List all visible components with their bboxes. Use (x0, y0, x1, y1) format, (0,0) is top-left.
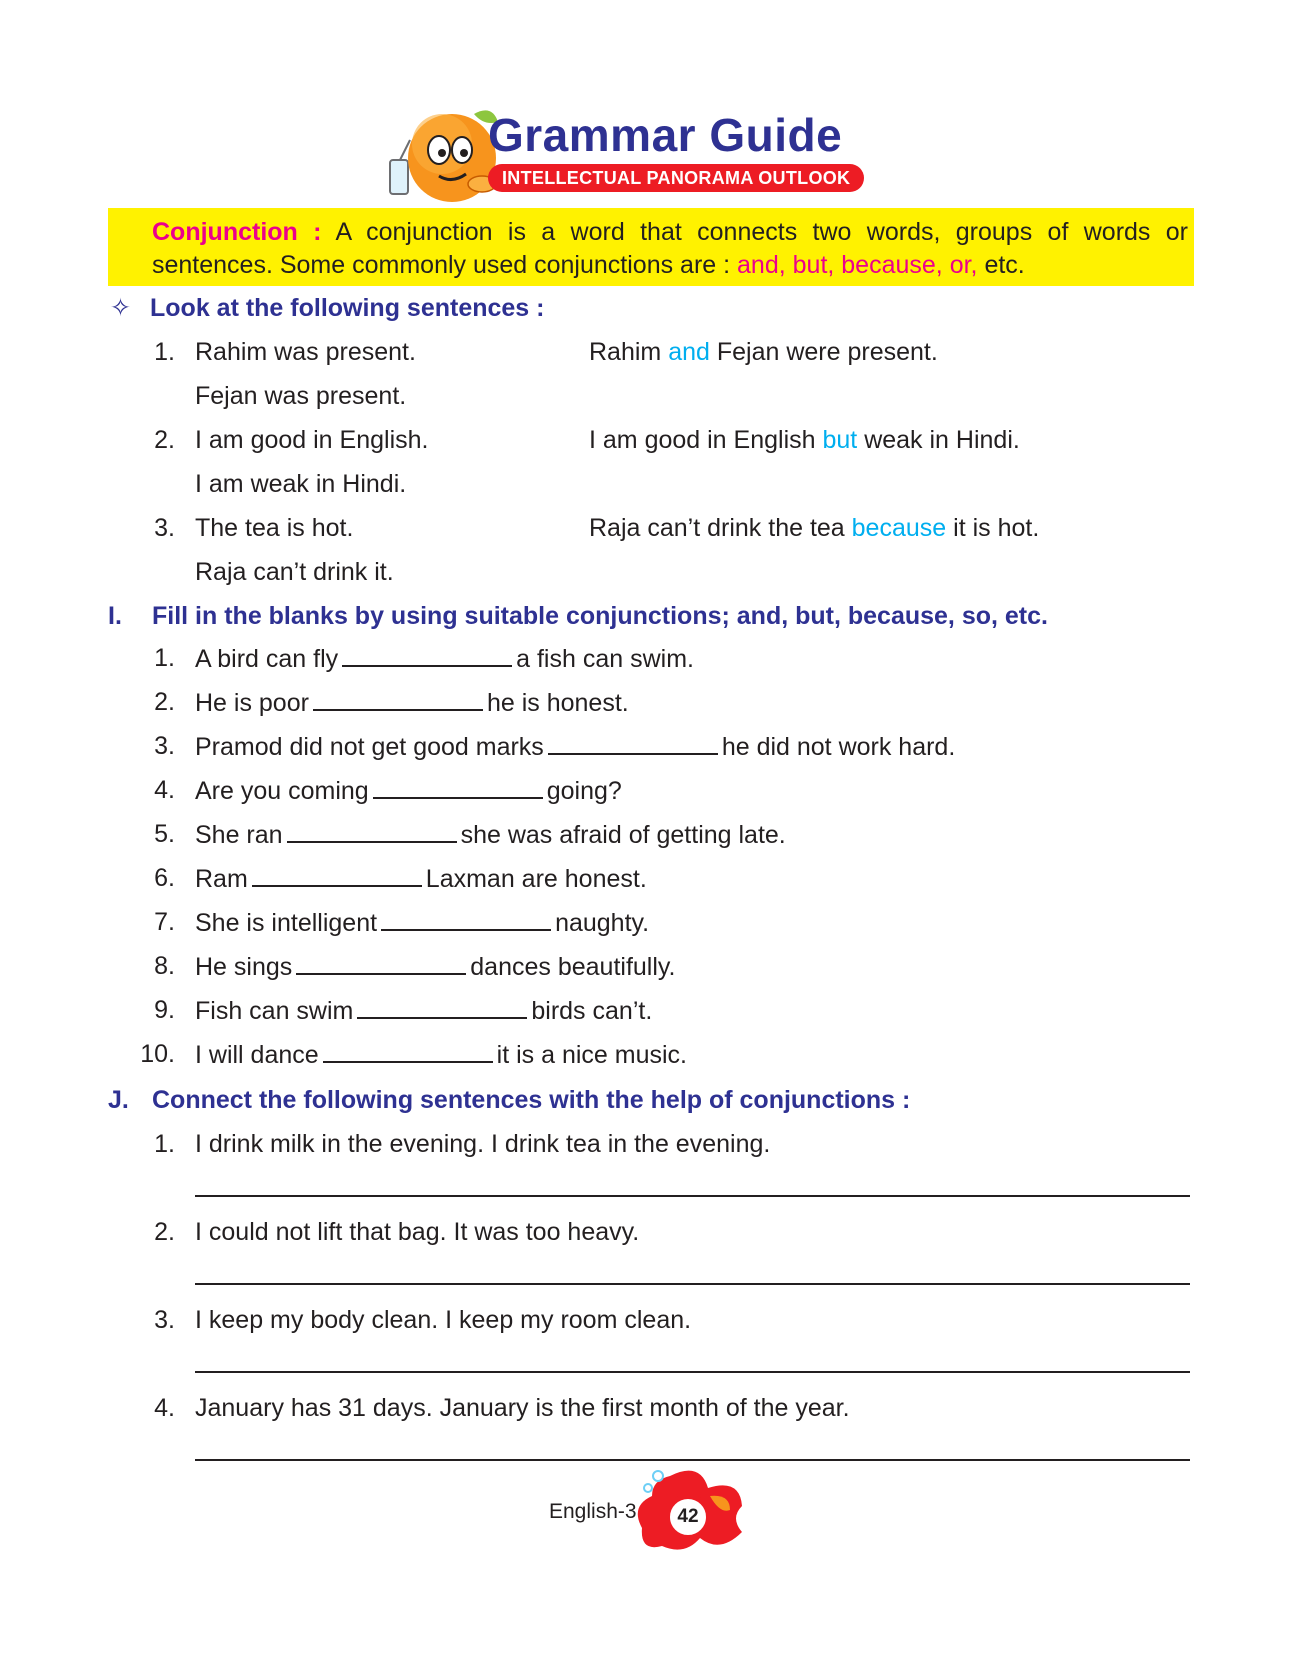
fill-item-pre: Ram (195, 865, 248, 893)
fill-item (195, 1039, 687, 1070)
fill-item-pre: A bird can fly (195, 645, 339, 673)
fill-item-pre: He is poor (195, 689, 309, 717)
conjunction-word: but (822, 426, 858, 454)
blank-input[interactable] (296, 951, 466, 975)
fill-item-number: 6. (154, 864, 175, 892)
brand-title: Grammar Guide (488, 109, 843, 161)
fill-item-number: 2. (154, 688, 175, 716)
blank-input[interactable] (313, 687, 483, 711)
fill-item-pre: Pramod did not get good marks (195, 733, 544, 761)
blank-input[interactable] (548, 731, 718, 755)
connect-item-number: 4. (154, 1394, 175, 1422)
blank-input[interactable] (381, 907, 551, 931)
section-i-label: I. (108, 602, 122, 630)
fill-item-number: 1. (154, 644, 175, 672)
orange-mascot-icon (384, 100, 504, 210)
fill-item-number: 5. (154, 820, 175, 848)
footer-book-label: English-3 (549, 1500, 637, 1523)
combined-post: Fejan were present. (709, 338, 938, 366)
page-number: 42 (665, 1494, 711, 1540)
look-item-number: 2. (154, 426, 175, 454)
fill-item (195, 643, 694, 674)
connect-item-number: 2. (154, 1218, 175, 1246)
connect-item-text: January has 31 days. January is the first month of the year. (195, 1394, 850, 1422)
look-item-line1: The tea is hot. (195, 514, 354, 542)
conjunction-word: and (668, 338, 710, 366)
fill-item-number: 8. (154, 952, 175, 980)
combined-pre: I am good in English (589, 426, 823, 454)
connect-item-text: I could not lift that bag. It was too heavy. (195, 1218, 640, 1246)
fill-item-post: Laxman are honest. (425, 865, 647, 893)
fill-item-pre: Are you coming (195, 777, 369, 805)
definition-examples: and, but, because, or, (737, 251, 978, 279)
fill-item-number: 10. (140, 1040, 175, 1068)
fill-item-pre: Fish can swim (195, 997, 354, 1025)
blank-input[interactable] (357, 995, 527, 1019)
blank-input[interactable] (252, 863, 422, 887)
look-item-number: 3. (154, 514, 175, 542)
definition-body: A conjunction is a word that connects two words, groups of words or sentences. Some commonly used conjunctions are : (152, 218, 1189, 279)
fill-item-post: he is honest. (486, 689, 629, 717)
fill-item-number: 9. (154, 996, 175, 1024)
fill-item-post: naughty. (555, 909, 650, 937)
fill-item (195, 907, 649, 938)
look-item-line2: Raja can’t drink it. (195, 558, 394, 586)
combined-post: weak in Hindi. (857, 426, 1020, 454)
fill-item (195, 687, 629, 718)
section-j-heading: Connect the following sentences with the help of conjunctions : (152, 1086, 911, 1114)
fill-item-post: she was afraid of getting late. (460, 821, 786, 849)
look-item-combined (589, 425, 1020, 455)
blank-input[interactable] (287, 819, 457, 843)
fill-item-number: 7. (154, 908, 175, 936)
look-heading: Look at the following sentences : (150, 294, 545, 322)
definition-term: Conjunction : (152, 218, 322, 246)
brand-tagline: INTELLECTUAL PANORAMA OUTLOOK (488, 164, 864, 192)
fill-item-pre: He sings (195, 953, 293, 981)
fill-item (195, 951, 676, 982)
look-item-combined (589, 513, 1039, 543)
definition-text (152, 216, 1188, 282)
fill-item-post: dances beautifully. (470, 953, 676, 981)
look-item-line1: Rahim was present. (195, 338, 416, 366)
look-item-line2: I am weak in Hindi. (195, 470, 407, 498)
blank-input[interactable] (323, 1039, 493, 1063)
fill-item-post: birds can’t. (531, 997, 653, 1025)
fill-item (195, 731, 955, 762)
look-item-line1: I am good in English. (195, 426, 429, 454)
look-section (110, 293, 544, 323)
answer-line[interactable] (195, 1371, 1190, 1373)
fill-item (195, 995, 652, 1026)
combined-pre: Raja can’t drink the tea (589, 514, 852, 542)
fill-item (195, 775, 622, 806)
fill-item-number: 3. (154, 732, 175, 760)
fill-item-pre: She is intelligent (195, 909, 378, 937)
look-item-line2: Fejan was present. (195, 382, 407, 410)
fill-item-number: 4. (154, 776, 175, 804)
blank-input[interactable] (373, 775, 543, 799)
connect-item-text: I drink milk in the evening. I drink tea in the evening. (195, 1130, 771, 1158)
fill-item-pre: She ran (195, 821, 283, 849)
conjunction-word: because (851, 514, 947, 542)
answer-line[interactable] (195, 1195, 1190, 1197)
fill-item-post: it is a nice music. (496, 1041, 688, 1069)
brand-logo (384, 100, 904, 210)
fill-item (195, 819, 786, 850)
fill-item (195, 863, 647, 894)
fill-item-post: going? (546, 777, 622, 805)
answer-line[interactable] (195, 1459, 1190, 1461)
answer-line[interactable] (195, 1283, 1190, 1285)
blank-input[interactable] (342, 643, 512, 667)
connect-item-number: 1. (154, 1130, 175, 1158)
fill-item-pre: I will dance (195, 1041, 319, 1069)
fill-item-post: he did not work hard. (721, 733, 956, 761)
combined-pre: Rahim (589, 338, 669, 366)
look-item-number: 1. (154, 338, 175, 366)
section-i-heading: Fill in the blanks by using suitable conjunctions; and, but, because, so, etc. (152, 602, 1048, 630)
section-j-label: J. (108, 1086, 129, 1114)
look-item-combined (589, 337, 938, 367)
connect-item-text: I keep my body clean. I keep my room clean. (195, 1306, 692, 1334)
definition-tail: etc. (977, 251, 1025, 279)
connect-item-number: 3. (154, 1306, 175, 1334)
sparkle-bullet-icon: ✧ (110, 294, 131, 322)
fill-item-post: a fish can swim. (516, 645, 694, 673)
combined-post: it is hot. (946, 514, 1040, 542)
